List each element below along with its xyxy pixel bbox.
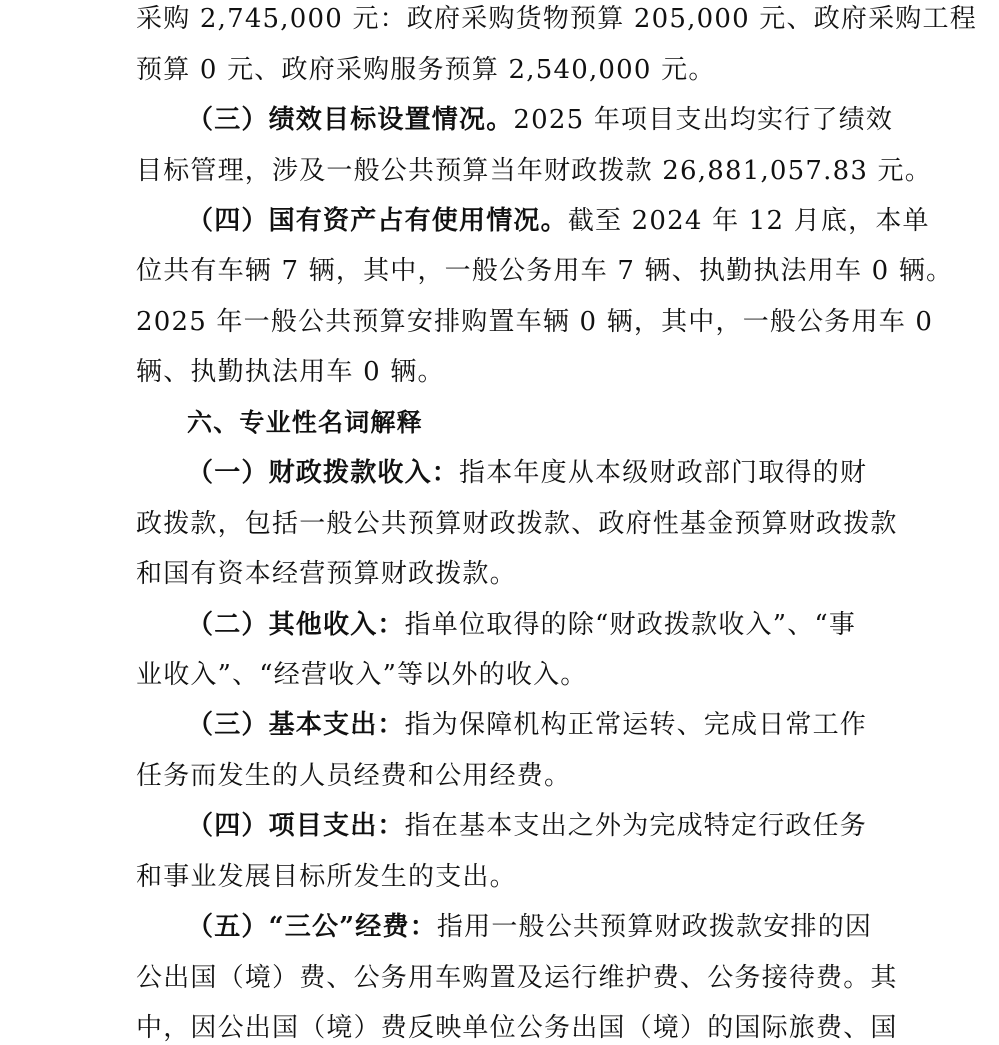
paragraph-first-line bbox=[187, 809, 947, 843]
body-text-line: 目标管理，涉及一般公共预算当年财政拨款 26,881,057.83 元。 bbox=[136, 156, 932, 186]
body-text-line: 任务而发生的人员经费和公用经费。 bbox=[136, 761, 572, 791]
body-text-line: 公出国（境）费、公务用车购置及运行维护费、公务接待费。其 bbox=[136, 963, 898, 993]
term-lead: （二）其他收入： bbox=[187, 610, 405, 640]
term-lead: （四）项目支出： bbox=[187, 811, 405, 841]
paragraph-text: 指在基本支出之外为完成特定行政任务 bbox=[404, 811, 868, 841]
term-lead: （一）财政拨款收入： bbox=[187, 458, 460, 488]
term-lead: （三）基本支出： bbox=[187, 710, 405, 740]
paragraph-first-line bbox=[187, 910, 947, 944]
body-text-line: 政拨款，包括一般公共预算财政拨款、政府性基金预算财政拨款 bbox=[136, 509, 898, 539]
paragraph-text: 2025 年项目支出均实行了绩效 bbox=[513, 105, 894, 135]
paragraph-text: 截至 2024 年 12 月底，本单 bbox=[567, 206, 930, 236]
paragraph-text: 指用一般公共预算财政拨款安排的因 bbox=[436, 912, 873, 942]
paragraph-text: 指本年度从本级财政部门取得的财 bbox=[459, 458, 868, 488]
body-text-line: 和国有资本经营预算财政拨款。 bbox=[136, 559, 517, 589]
paragraph-text: 指单位取得的除“财政拨款收入”、“事 bbox=[404, 610, 857, 640]
body-text-line: 中，因公出国（境）费反映单位公务出国（境）的国际旅费、国 bbox=[136, 1013, 898, 1043]
body-text-line: 预算 0 元、政府采购服务预算 2,540,000 元。 bbox=[136, 55, 716, 85]
body-text-line: 辆、执勤执法用车 0 辆。 bbox=[136, 357, 445, 387]
body-text-line: 和事业发展目标所发生的支出。 bbox=[136, 862, 517, 892]
paragraph-first-line bbox=[187, 708, 947, 742]
paragraph-first-line bbox=[187, 456, 947, 490]
paragraph-first-line bbox=[187, 204, 947, 238]
section-heading: 六、专业性名词解释 bbox=[187, 408, 423, 437]
body-text-line: 采购 2,745,000 元：政府采购货物预算 205,000 元、政府采购工程 bbox=[136, 4, 977, 34]
body-text-line: 业收入”、“经营收入”等以外的收入。 bbox=[136, 660, 588, 690]
term-lead: （五）“三公”经费： bbox=[187, 912, 437, 942]
body-text-line: 位共有车辆 7 辆，其中，一般公务用车 7 辆、执勤执法用车 0 辆。 bbox=[136, 256, 954, 286]
paragraph-first-line bbox=[187, 103, 947, 137]
paragraph-text: 指为保障机构正常运转、完成日常工作 bbox=[404, 710, 868, 740]
section-lead: （三）绩效目标设置情况。 bbox=[187, 105, 514, 135]
section-lead: （四）国有资产占有使用情况。 bbox=[187, 206, 568, 236]
paragraph-first-line bbox=[187, 608, 947, 642]
body-text-line: 2025 年一般公共预算安排购置车辆 0 辆，其中，一般公务用车 0 bbox=[136, 307, 934, 337]
